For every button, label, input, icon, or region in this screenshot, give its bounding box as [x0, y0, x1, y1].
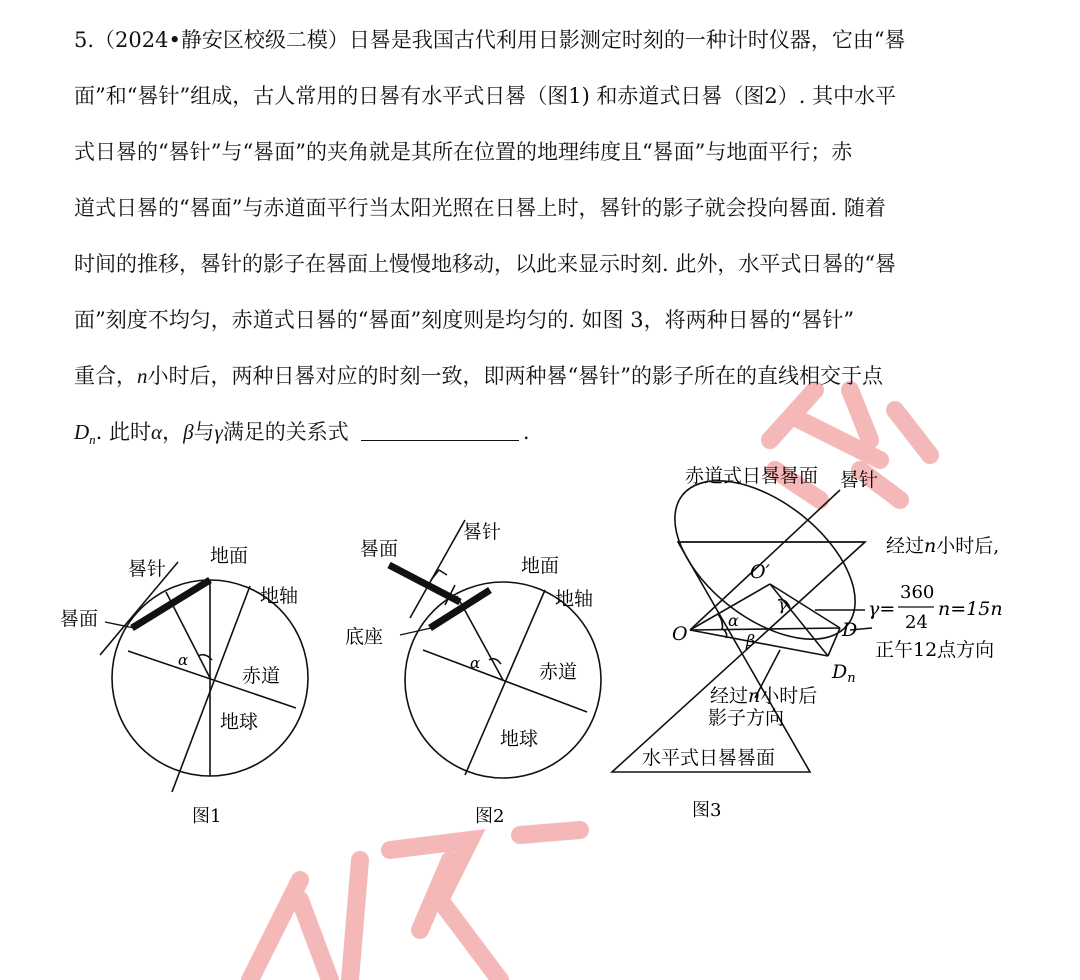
fig3-label-O: O — [672, 623, 688, 645]
fig2-label-dizuo: 底座 — [345, 626, 384, 648]
fig2-label-guizhen: 晷针 — [463, 521, 502, 543]
question-line-2: 面”和“晷针”组成，古人常用的日晷有水平式日晷（图1) 和赤道式日晷（图2）. 其中水平 — [74, 84, 897, 108]
var-gamma: γ — [214, 420, 223, 444]
fig2-alpha-arc — [489, 659, 501, 664]
line7-a: 重合， — [74, 364, 137, 388]
line8-end: . — [522, 420, 530, 444]
fig3-label-chidao-guimian: 赤道式日晷晷面 — [685, 465, 819, 487]
line8-b: ， — [162, 420, 184, 444]
fig3-label-shadow1: 经过n小时后 — [710, 685, 818, 707]
fig3-gnomon-line — [690, 490, 840, 630]
fig3-formula-numerator: 360 — [900, 582, 935, 603]
figure-1 — [60, 500, 380, 860]
line8-a: . 此时 — [95, 420, 152, 444]
fig3-label-shadow2: 影子方向 — [708, 707, 785, 729]
var-beta: β — [183, 420, 194, 444]
fig2-label-alpha: α — [470, 654, 481, 672]
fig3-label-gamma: γ — [778, 595, 788, 614]
question-line-6: 面”刻度不均匀，赤道式日晷的“晷面”刻度则是均匀的. 如图 3，将两种日晷的“晷针” — [74, 308, 855, 332]
fig1-label-guimian: 晷面 — [60, 608, 99, 630]
fig2-label-chidao: 赤道 — [539, 661, 578, 683]
question-line-5: 时间的推移，晷针的影子在晷面上慢慢地移动，以此来显示时刻. 此外，水平式日晷的“晷 — [74, 252, 897, 276]
question-number: 5. — [74, 28, 95, 52]
fig3-formula-denominator: 24 — [905, 612, 928, 633]
fig2-label-guimian: 晷面 — [360, 538, 399, 560]
fig3-label-beta: β — [746, 631, 756, 650]
fig3-line-D-Dn — [828, 628, 840, 656]
var-D-sub: n — [89, 432, 96, 448]
question-line-4: 道式日晷的“晷面”与赤道面平行当太阳光照在日晷上时，晷针的影子就会投向晷面. 随着 — [74, 196, 886, 220]
fig2-base-plate — [430, 590, 490, 628]
fig3-label-noon: 正午12点方向 — [875, 639, 995, 661]
line8-c: 与 — [193, 420, 215, 444]
figure-3 — [600, 450, 1060, 830]
line8-d: 满足的关系式 — [222, 420, 349, 444]
question-line-1 — [74, 18, 986, 74]
question-line-1-text: 日晷是我国古代利用日影测定时刻的一种计时仪器，它由“晷 — [348, 28, 906, 52]
fig1-label-dizhou: 地轴 — [260, 585, 299, 607]
question-source: （2024•静安区校级二模） — [94, 28, 349, 52]
var-alpha: α — [151, 420, 163, 444]
fig3-line-O-Dn — [690, 630, 828, 656]
fig1-caption: 图1 — [192, 806, 222, 827]
fig1-label-chidao: 赤道 — [242, 665, 281, 687]
fig3-label-D: D — [842, 619, 858, 641]
fig3-alpha-arc — [718, 614, 723, 630]
var-D: D — [74, 420, 90, 444]
fig3-label-horizontal: 水平式日晷晷面 — [642, 747, 776, 769]
fig1-label-alpha: α — [178, 651, 189, 669]
fig3-label-Dn: $D_n$ — [832, 661, 856, 686]
question-text — [74, 18, 986, 466]
fig2-label-dizhou: 地轴 — [555, 588, 594, 610]
fig3-label-alpha: α — [728, 611, 739, 630]
fig2-label-diqiu: 地球 — [500, 728, 539, 750]
fig3-horizontal-plane — [612, 542, 865, 772]
fig3-label-Oprime: O′ — [750, 561, 770, 583]
fig3-label-after: 经过n小时后, — [886, 535, 1000, 557]
fig2-dizuo-pointer — [400, 628, 431, 635]
fig2-label-dimian: 地面 — [521, 555, 560, 577]
fig2-caption: 图2 — [475, 806, 505, 827]
fig3-label-guizhen: 晷针 — [840, 469, 879, 491]
line7-b: 小时后，两种日晷对应的时刻一致，即两种晷“晷针”的影子所在的直线相交于点 — [147, 364, 883, 388]
question-line-7 — [74, 354, 986, 410]
answer-blank[interactable] — [361, 418, 519, 441]
fig3-caption: 图3 — [692, 800, 722, 821]
fig1-label-dimian: 地面 — [210, 545, 249, 567]
fig3-formula-gamma: γ= — [868, 598, 896, 620]
fig1-label-guizhen: 晷针 — [128, 558, 167, 580]
fig1-label-diqiu: 地球 — [220, 711, 259, 733]
var-n: n — [137, 364, 148, 388]
question-line-3: 式日晷的“晷针”与“晷面”的夹角就是其所在位置的地理纬度且“晷面”与地面平行；赤 — [74, 140, 853, 164]
fig3-line-O-D — [690, 628, 840, 630]
fig3-formula-rest: n=15n — [938, 598, 1003, 620]
fig2-dial-plate — [389, 565, 460, 602]
